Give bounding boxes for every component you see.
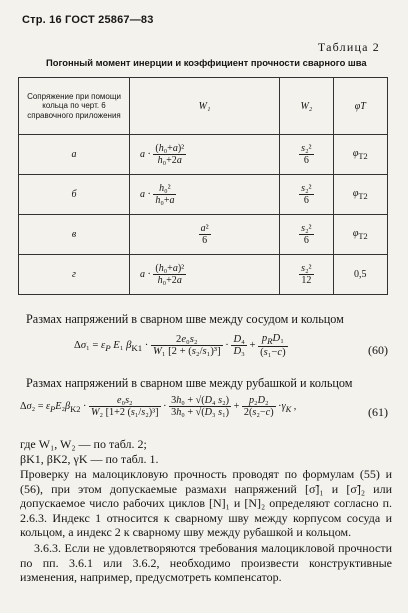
paragraph-low-cycle-check: Проверку на малоцикловую прочность проводят по формулам (55) и (56), при этом допускаемые размахи напряжений [σ̃]₁ и [σ̃]₂ или допускаемое число рабочих циклов [N]₁ и [N]₂ определяют согласно п. 2.6.3. Индекс 1 относится к сварному шву между корпусом сосуда и кольцом, а индекс 2 к сварному шву между рубашкой и кольцом. [20, 467, 392, 540]
table-row [19, 175, 388, 215]
paragraph-3-6-3: 3.6.3. Если не удовлетворяются требования малоцикловой прочности по пп. 3.6.1 или 3.6.2, необходимо произвести конструктивные изменения, например, предусмотреть компенсатор. [20, 541, 392, 585]
phi-cell: $\varphi_{T2}$ [333, 215, 387, 255]
strength-table [18, 77, 388, 295]
w2-formula: $\frac{\text{s₂²}}{6}$ [280, 215, 333, 255]
table-header-row [19, 78, 388, 135]
equation-number-60: (60) [368, 343, 388, 357]
w2-formula: $\frac{\text{s₂²}}{12}$ [280, 255, 333, 295]
where-clause-1: где W₁, W₂ — по табл. 2; [20, 437, 147, 451]
w2-formula: $\frac{\text{s₂²}}{6}$ [280, 135, 333, 175]
w1-formula: a · $\frac{\text{h₀²}}{\text{h₀+a}}$ [130, 175, 280, 215]
w2-formula: $\frac{\text{s₂²}}{6}$ [280, 175, 333, 215]
table-row [19, 255, 388, 295]
paragraph-vessel-ring: Размах напряжений в сварном шве между сосудом и кольцом [26, 312, 344, 326]
table-row [19, 215, 388, 255]
column-header-connection: Сопряжение при помощи кольца по черт. 6 справочного приложения [19, 78, 130, 135]
where-clause-2: βK1, βK2, γK — по табл. 1. [20, 452, 159, 466]
phi-cell: $\varphi_{T2}$ [333, 175, 387, 215]
case-cell: г [19, 255, 130, 295]
case-cell: а [19, 135, 130, 175]
case-cell: в [19, 215, 130, 255]
table-number: Таблица 2 [317, 40, 380, 54]
phi-cell: $\varphi_{T2}$ [333, 135, 387, 175]
phi-cell: 0,5 [333, 255, 387, 295]
column-header-phi: φT [333, 78, 387, 135]
table-caption: Погонный момент инерции и коэффициент прочности сварного шва [46, 57, 367, 68]
paragraph-jacket-ring: Размах напряжений в сварном шве между рубашкой и кольцом [26, 376, 353, 390]
w1-formula: $\frac{\text{a²}}{6}$ [130, 215, 280, 255]
column-header-w1: W₁ [130, 78, 280, 135]
equation-number-61: (61) [368, 405, 388, 419]
case-cell: б [19, 175, 130, 215]
column-header-w2: W₂ [280, 78, 333, 135]
table-row [19, 135, 388, 175]
w1-formula: a · $\frac{\text{(h₀+a)²}}{\text{h₀+2a}}$ [130, 135, 280, 175]
w1-formula: a · $\frac{\text{(h₀+a)²}}{\text{h₀+2a}}$ [130, 255, 280, 295]
page-header: Стр. 16 ГОСТ 25867—83 [22, 14, 154, 26]
equation-60: $\Delta\sigma_1 = \varepsilon_P$ E₁ $\beta_{K1}$ · $\frac{\text{2e₀s₂}}{\text{W₁ [2 + (s₂/s₁)³]}}$ · $\frac{\text{D₄}}{\text{D₃}}$ + $p_RD_1$ (s₁−c) [74, 333, 286, 359]
equation-61: $\Delta\sigma_2 = \varepsilon_PE_2\beta_{K2}$ · $\frac{\text{e₀s₂}}{\text{W₂ [1+2 (s₁/s₂)³]}}$ · $\frac{\text{3h₀ + √(D₄ s₂)}}{\text{3h₀ + √(D₃ s₁)}}$ + $\frac{\text{p₂D₂}}{\text{2(s₂−c)}}$ $\cdot\gamma_K$ , [20, 395, 297, 418]
